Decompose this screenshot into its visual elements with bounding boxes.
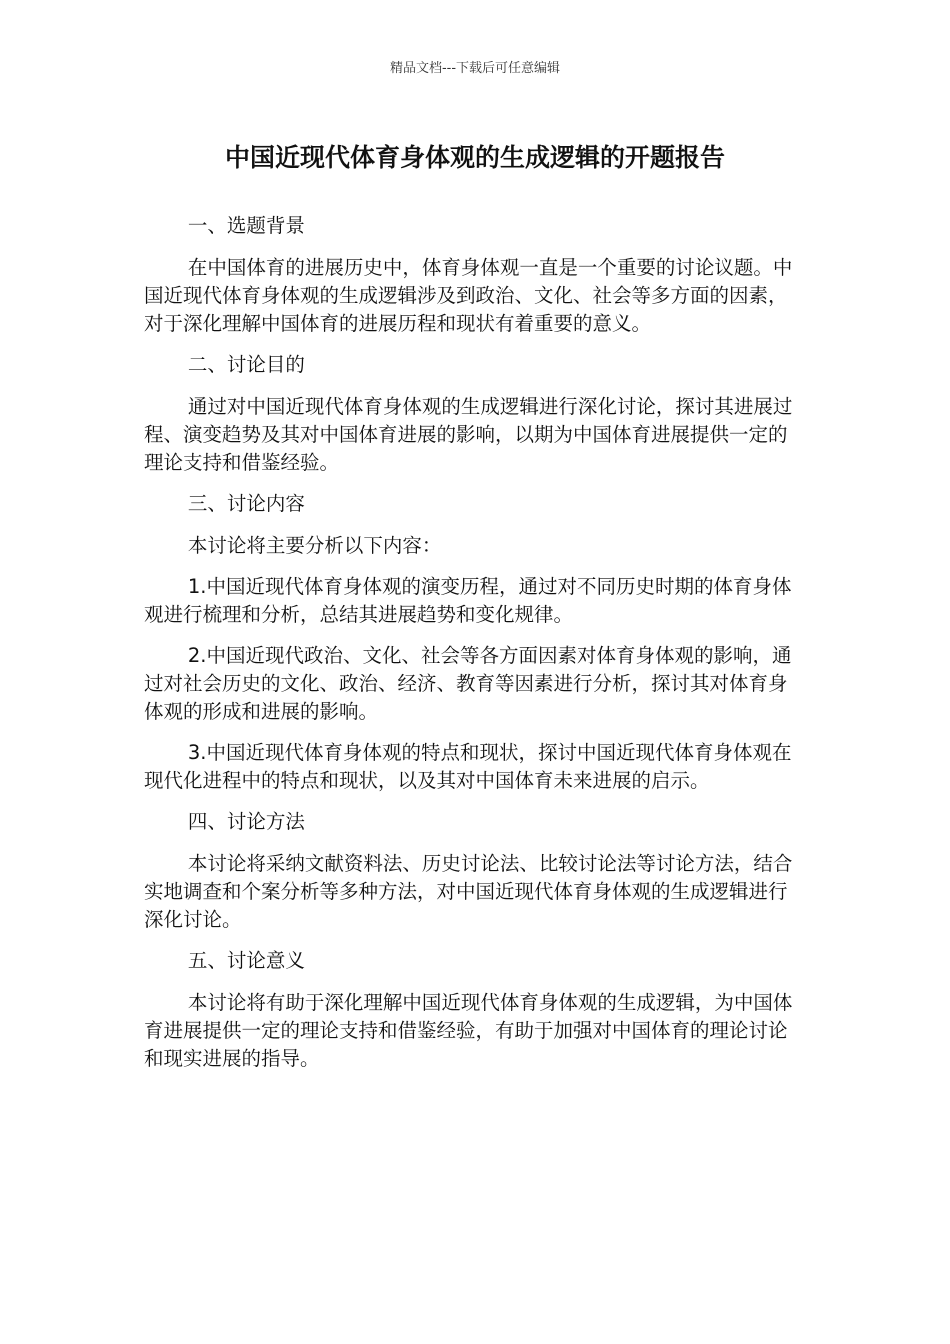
document-title: 中国近现代体育身体观的生成逻辑的开题报告: [224, 143, 725, 172]
header-note: 精品文档---下载后可任意编辑: [389, 61, 561, 76]
paragraph-significance: 本讨论将有助于深化理解中国近现代体育身体观的生成逻辑，为中国体育进展提供一定的理论支持和借鉴经验，有助于加强对中国体育的理论讨论和现实进展的指导。: [144, 991, 793, 1070]
paragraph-content-intro: 本讨论将主要分析以下内容：: [187, 534, 442, 557]
paragraph-purpose: 通过对中国近现代体育身体观的生成逻辑进行深化讨论，探讨其进展过程、演变趋势及其对中国体育进展的影响，以期为中国体育进展提供一定的理论支持和借鉴经验。: [144, 395, 793, 474]
paragraph-content-item-3: 3.中国近现代体育身体观的特点和现状，探讨中国近现代体育身体观在现代化进程中的特点和现状，以及其对中国体育未来进展的启示。: [144, 741, 792, 792]
section-heading-purpose: 二、讨论目的: [187, 353, 305, 376]
paragraph-background: 在中国体育的进展历史中，体育身体观一直是一个重要的讨论议题。中国近现代体育身体观的生成逻辑涉及到政治、文化、社会等多方面的因素，对于深化理解中国体育的进展历程和现状有着重要的意义。: [144, 256, 793, 335]
paragraph-content-item-1: 1.中国近现代体育身体观的演变历程，通过对不同历史时期的体育身体观进行梳理和分析，总结其进展趋势和变化规律。: [144, 575, 792, 626]
section-heading-content: 三、讨论内容: [187, 492, 305, 515]
paragraph-content-item-2: 2.中国近现代政治、文化、社会等各方面因素对体育身体观的影响，通过对社会历史的文化、政治、经济、教育等因素进行分析，探讨其对体育身体观的形成和进展的影响。: [144, 644, 792, 723]
document-body: [144, 212, 800, 1086]
paragraph-method: 本讨论将采纳文献资料法、历史讨论法、比较讨论法等讨论方法，结合实地调查和个案分析等多种方法，对中国近现代体育身体观的生成逻辑进行深化讨论。: [144, 852, 793, 931]
section-heading-method: 四、讨论方法: [187, 810, 305, 833]
section-heading-background: 一、选题背景: [187, 214, 305, 237]
section-heading-significance: 五、讨论意义: [187, 949, 305, 972]
